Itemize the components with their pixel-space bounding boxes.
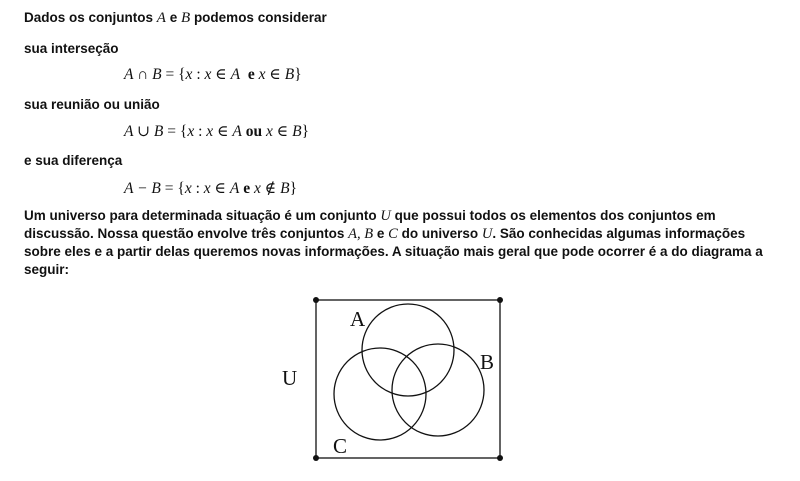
formula-set: B xyxy=(292,123,302,140)
paragraph-universe: U xyxy=(481,226,493,242)
corner-dot xyxy=(313,455,319,461)
intro-prefix: Dados os conjuntos xyxy=(24,10,154,25)
formula-var: x xyxy=(206,123,214,140)
formula-var: x xyxy=(203,180,211,197)
formula-colon: : xyxy=(194,123,207,140)
formula-var: x xyxy=(187,123,195,140)
formula-colon: : xyxy=(192,66,205,83)
paragraph-universe: U xyxy=(380,208,391,224)
set-b-label: B xyxy=(480,350,495,374)
paragraph-sets: A, B xyxy=(348,226,374,242)
formula-lhs: A ∩ B xyxy=(124,66,162,83)
union-heading: sua reunião ou união xyxy=(24,97,160,112)
formula-rel: ∈ xyxy=(265,66,285,83)
formula-rel: ∈ xyxy=(211,66,231,83)
formula-set: B xyxy=(284,66,295,83)
formula-set: A xyxy=(230,66,241,83)
formula-close: } xyxy=(294,66,302,83)
intersection-formula xyxy=(124,65,302,84)
formula-colon: : xyxy=(191,180,204,197)
formula-eq: = { xyxy=(161,66,186,83)
paragraph-text: e xyxy=(376,226,385,241)
corner-dot xyxy=(313,297,319,303)
universe-label: U xyxy=(282,366,298,390)
difference-formula xyxy=(124,179,297,198)
paragraph-set-c: C xyxy=(388,226,398,242)
union-formula xyxy=(124,122,309,141)
paragraph-text: Um universo para determinada situação é um conjunto xyxy=(24,208,377,223)
intro-set-a: A xyxy=(156,10,166,26)
set-a-circle xyxy=(362,304,454,396)
set-c-label: C xyxy=(333,434,348,458)
set-c-circle xyxy=(334,348,426,440)
corner-dot xyxy=(497,297,503,303)
formula-rel: ∉ xyxy=(260,180,281,197)
formula-set: A xyxy=(229,180,240,197)
formula-var: x xyxy=(184,180,192,197)
intro-suffix: podemos considerar xyxy=(193,10,327,25)
formula-rel: ∈ xyxy=(210,180,230,197)
paragraph-text: . São conhecidas algumas informações sobre eles e a partir delas queremos novas informações. A situação mais geral que pode ocorrer é a do diagrama a seguir: xyxy=(24,226,763,277)
intro-line xyxy=(24,10,327,27)
corner-dot xyxy=(497,455,503,461)
formula-var: x xyxy=(266,123,273,140)
formula-set: B xyxy=(280,180,290,197)
formula-var: x xyxy=(185,66,193,83)
formula-lhs: A ∪ B xyxy=(124,123,164,140)
formula-rel: ∈ xyxy=(272,123,293,140)
intersection-heading: sua interseção xyxy=(24,41,119,56)
paragraph-text: do universo xyxy=(401,226,479,241)
formula-conj: ou xyxy=(241,123,267,140)
formula-var: x xyxy=(258,66,266,83)
formula-var: x xyxy=(204,66,212,83)
formula-close: } xyxy=(301,123,310,140)
intro-set-b: B xyxy=(181,10,191,26)
formula-eq: = { xyxy=(160,180,185,197)
formula-lhs: A − B xyxy=(124,180,161,197)
set-b-circle xyxy=(392,344,484,436)
formula-conj: e xyxy=(240,66,259,83)
formula-set: A xyxy=(232,123,242,140)
paragraph-text: que possui todos os elementos dos conjuntos em discussão. Nossa questão envolve três conjuntos xyxy=(24,208,716,241)
formula-var: x xyxy=(254,180,261,197)
formula-rel: ∈ xyxy=(213,123,233,140)
set-a-label: A xyxy=(350,307,366,331)
intro-and: e xyxy=(169,10,178,25)
difference-heading: e sua diferença xyxy=(24,153,123,168)
formula-eq: = { xyxy=(163,123,188,140)
universe-paragraph xyxy=(24,207,784,279)
venn-diagram xyxy=(270,290,520,470)
formula-close: } xyxy=(289,180,298,197)
formula-conj: e xyxy=(239,180,254,197)
